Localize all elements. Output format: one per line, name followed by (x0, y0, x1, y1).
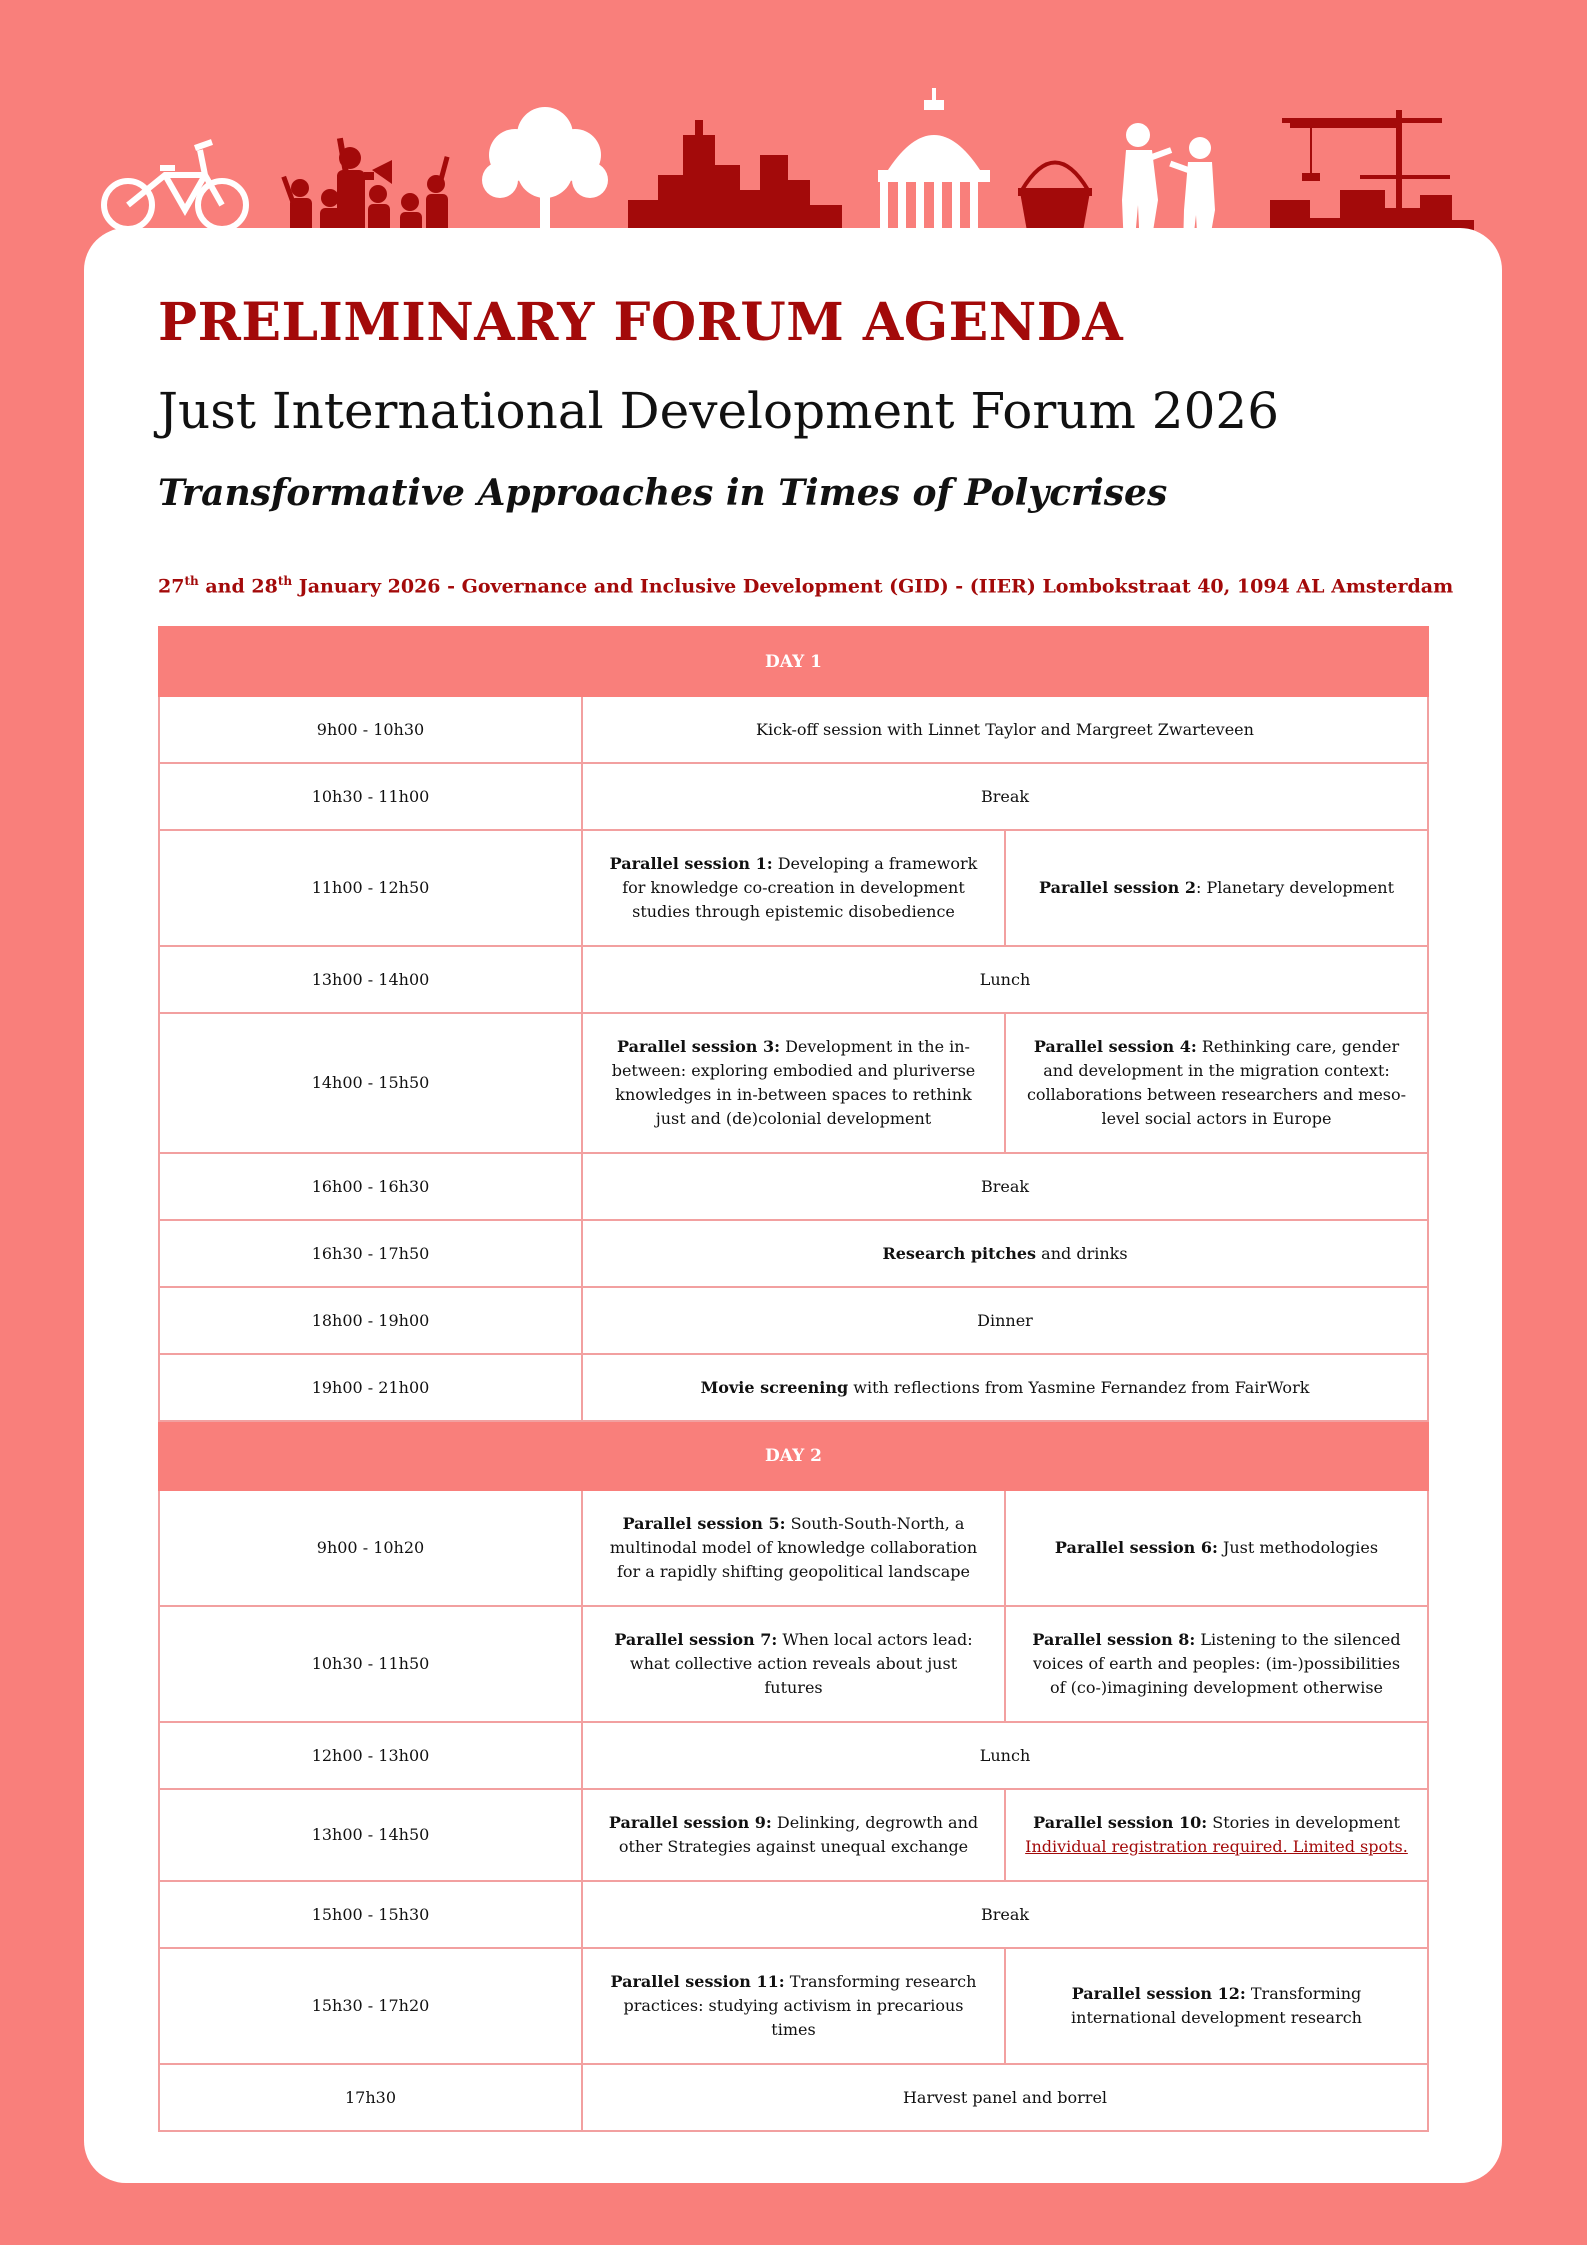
session-cell-a: Parallel session 7: When local actors lead: what collective action reveals about just futures (582, 1606, 1005, 1722)
registration-link[interactable]: Individual registration required. Limited spots. (1025, 1837, 1408, 1856)
session-cell-a: Parallel session 5: South-South-North, a multinodal model of knowledge collaboration for a rapidly shifting geopolitical landscape (582, 1490, 1005, 1606)
day-2-header: DAY 2 (159, 1421, 1428, 1490)
table-row (159, 1153, 1428, 1220)
session-cell: Lunch (582, 946, 1428, 1013)
session-cell: Lunch (582, 1722, 1428, 1789)
time-cell: 16h00 - 16h30 (159, 1153, 582, 1220)
time-cell: 10h30 - 11h00 (159, 763, 582, 830)
table-row (159, 946, 1428, 1013)
session-cell: Research pitches and drinks (582, 1220, 1428, 1287)
table-row (159, 1881, 1428, 1948)
session-cell-b: Parallel session 8: Listening to the silenced voices of earth and peoples: (im-)possibilities of (co-)imagining development otherwise (1005, 1606, 1428, 1722)
forum-name: Just International Development Forum 2026 (158, 382, 1280, 440)
table-row (159, 1490, 1428, 1606)
table-row (159, 1013, 1428, 1153)
forum-tagline: Transformative Approaches in Times of Polycrises (158, 472, 1168, 514)
table-row (159, 763, 1428, 830)
session-cell: Harvest panel and borrel (582, 2064, 1428, 2131)
session-cell-b: Parallel session 4: Rethinking care, gender and development in the migration context: collaborations between researchers and meso-level social actors in Europe (1005, 1013, 1428, 1153)
table-row (159, 1948, 1428, 2064)
time-cell: 19h00 - 21h00 (159, 1354, 582, 1421)
time-cell: 15h30 - 17h20 (159, 1948, 582, 2064)
session-cell-b: Parallel session 10: Stories in development Individual registration required. Limited spots. (1005, 1789, 1428, 1881)
session-cell-b: Parallel session 2: Planetary development (1005, 830, 1428, 946)
time-cell: 11h00 - 12h50 (159, 830, 582, 946)
time-cell: 10h30 - 11h50 (159, 1606, 582, 1722)
session-cell: Dinner (582, 1287, 1428, 1354)
table-row (159, 1354, 1428, 1421)
session-cell: Movie screening with reflections from Yasmine Fernandez from FairWork (582, 1354, 1428, 1421)
session-cell: Break (582, 1881, 1428, 1948)
time-cell: 9h00 - 10h20 (159, 1490, 582, 1606)
time-cell: 15h00 - 15h30 (159, 1881, 582, 1948)
time-cell: 9h00 - 10h30 (159, 696, 582, 763)
time-cell: 16h30 - 17h50 (159, 1220, 582, 1287)
session-cell: Break (582, 1153, 1428, 1220)
table-row (159, 2064, 1428, 2131)
time-cell: 14h00 - 15h50 (159, 1013, 582, 1153)
session-cell: Kick-off session with Linnet Taylor and Margreet Zwarteveen (582, 696, 1428, 763)
time-cell: 13h00 - 14h00 (159, 946, 582, 1013)
page-title: PRELIMINARY FORUM AGENDA (158, 292, 1124, 353)
bicycle-icon (104, 142, 246, 229)
table-row (159, 1789, 1428, 1881)
session-cell-a: Parallel session 1: Developing a framework for knowledge co-creation in development studies through epistemic disobedience (582, 830, 1005, 946)
time-cell: 17h30 (159, 2064, 582, 2131)
date-venue: 27th and 28th January 2026 - Governance and Inclusive Development (GID) - (IIER) Lombokstraat 40, 1094 AL Amsterdam (158, 574, 1454, 598)
session-cell-a: Parallel session 3: Development in the in-between: exploring embodied and pluriverse knowledges in in-between spaces to rethink just and (de)colonial development (582, 1013, 1005, 1153)
day-1-header: DAY 1 (159, 627, 1428, 696)
table-row (159, 1220, 1428, 1287)
table-row (159, 696, 1428, 763)
agenda-table (158, 626, 1429, 2132)
time-cell: 18h00 - 19h00 (159, 1287, 582, 1354)
session-cell-b: Parallel session 6: Just methodologies (1005, 1490, 1428, 1606)
session-cell-a: Parallel session 9: Delinking, degrowth and other Strategies against unequal exchange (582, 1789, 1005, 1881)
time-cell: 12h00 - 13h00 (159, 1722, 582, 1789)
session-cell: Break (582, 763, 1428, 830)
session-cell-a: Parallel session 11: Transforming research practices: studying activism in precarious times (582, 1948, 1005, 2064)
session-cell-b: Parallel session 12: Transforming international development research (1005, 1948, 1428, 2064)
capitol-dome-icon (870, 88, 998, 247)
table-row (159, 1722, 1428, 1789)
table-row (159, 1606, 1428, 1722)
time-cell: 13h00 - 14h50 (159, 1789, 582, 1881)
table-row (159, 830, 1428, 946)
table-row (159, 1287, 1428, 1354)
